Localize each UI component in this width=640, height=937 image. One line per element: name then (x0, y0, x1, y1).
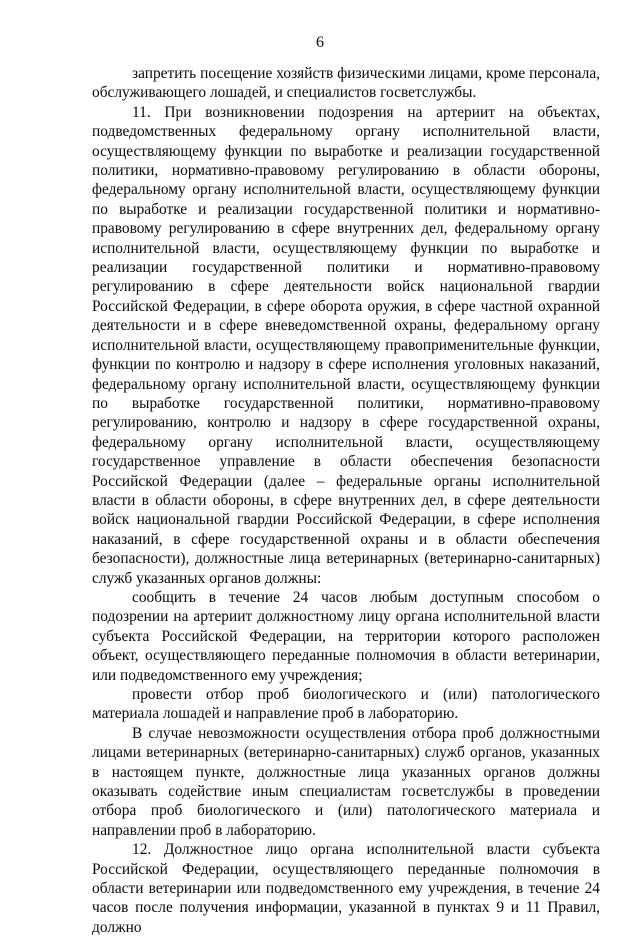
paragraph-clause-12: 12. Должностное лицо органа исполнительной власти субъекта Российской Федерации, осуществляющего переданные полномочия в области ветеринарии или подведомственного ему учреждения, в течение 24 часов после получения информации, указанной в пунктах 9 и 11 Правил, должно (92, 841, 600, 936)
paragraph-report-suspicion: сообщить в течение 24 часов любым доступным способом о подозрении на артериит должностному лицу органа исполнительной власти субъекта Российской Федерации, на территории которого расположен объект, осуществляющего переданные полномочия в области ветеринарии, или подведомственного ему учреждения; (92, 588, 600, 684)
paragraph-continuation: запретить посещение хозяйств физическими лицами, кроме персонала, обслуживающего лошадей, и специалистов госветслужбы. (92, 65, 600, 102)
paragraph-assistance: В случае невозможности осуществления отбора проб должностными лицами ветеринарных (ветеринарно-санитарных) служб органов, указанных в настоящем пункте, должностные лица указанных органов должны оказывать содействие иным специалистам госветслужбы в проведении отбора проб биологического и (или) патологического материала и направлении проб в лабораторию. (92, 724, 600, 839)
paragraph-clause-11: 11. При возникновении подозрения на артериит на объектах, подведомственных федеральному органу исполнительной власти, осуществляющему функции по выработке и реализации государственной политики, нормативно-правовому регулированию в области обороны, федеральному органу исполнительной власти, осуществляющему функции по выработке и реализации государственной политики и нормативно-правовому регулированию в сфере внутренних дел, федеральному органу исполнительной власти, осуществляющему функции по выработке и реализации государственной политики и нормативно-правовому регулированию в сфере деятельности войск национальной гвардии Российской Федерации, в сфере оборота оружия, в сфере частной охранной деятельности и в сфере вневедомственной охраны, федеральному органу исполнительной власти, осуществляющему правоприменительные функции, функции по контролю и надзору в сфере исполнения уголовных наказаний, федеральному органу исполнительной власти, осуществляющему функции по выработке государственной политики, нормативно-правовому регулированию, контролю и надзору в сфере государственной охраны, федеральному органу исполнительной власти, осуществляющему государственное управление в области обеспечения безопасности Российской Федерации (далее – федеральные органы исполнительной власти в области обороны, в сфере внутренних дел, в сфере деятельности войск национальной гвардии Российской Федерации, в сфере исполнения наказаний, в сфере государственной охраны и в области обеспечения безопасности), должностные лица ветеринарных (ветеринарно-санитарных) служб указанных органов должны: (92, 103, 600, 587)
paragraph-sampling: провести отбор проб биологического и (или) патологического материала лошадей и направление проб в лабораторию. (92, 686, 600, 723)
document-body (92, 64, 600, 937)
page-number: 6 (316, 34, 324, 51)
